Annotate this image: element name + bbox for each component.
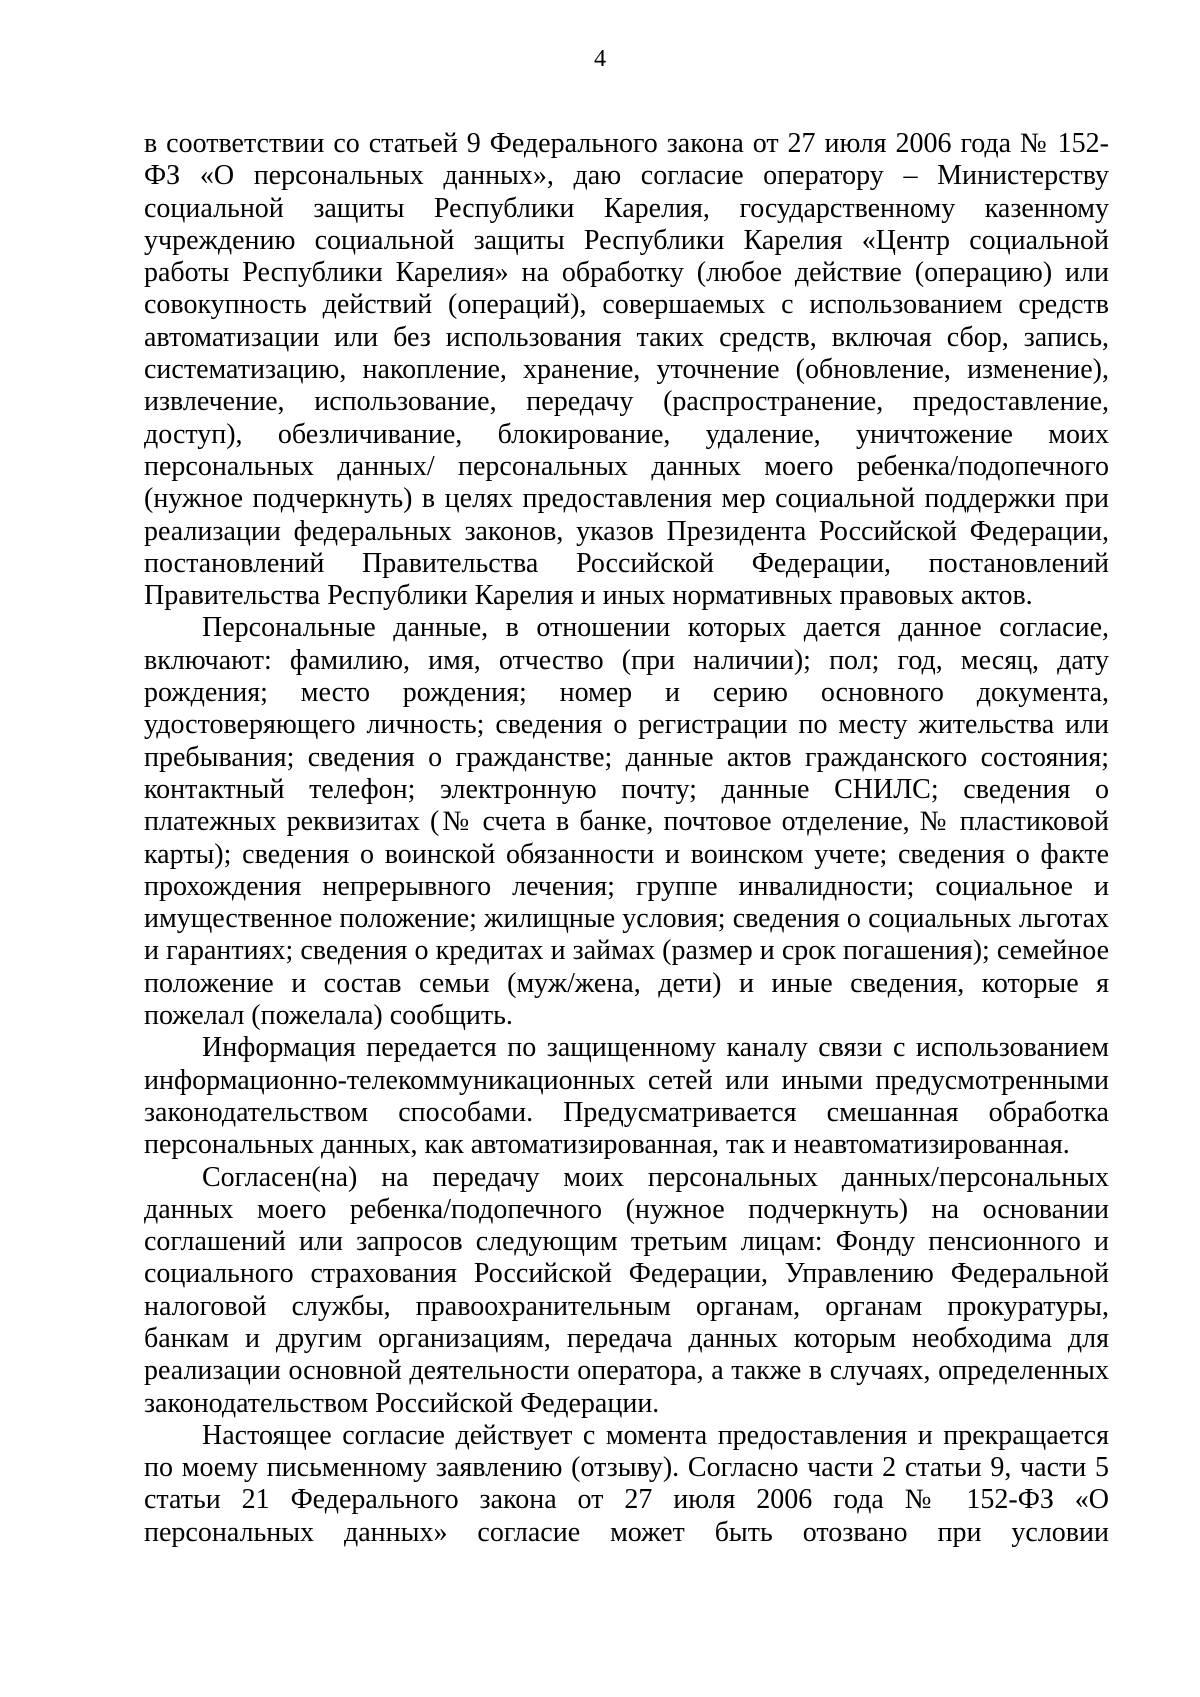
page-number: 4 [594,46,606,72]
document-body [144,128,1109,1549]
paragraph-personal-data-list: Персональные данные, в отношении которых дается данное согласие, включают: фамилию, имя, отчество (при наличии); пол; год, месяц, дату рождения; место рождения; номер и серию основного документа, удостоверяющего личность; сведения о регистрации по месту жительства или пребывания; сведения о гражданстве; данные актов гражданского состояния; контактный телефон; электронную почту; данные СНИЛС; сведения о платежных реквизитах (№ счета в банке, почтовое отделение, № пластиковой карты); сведения о воинской обязанности и воинском учете; сведения о факте прохождения непрерывного лечения; группе инвалидности; социальное и имущественное положение; жилищные условия; сведения о социальных льготах и гарантиях; сведения о кредитах и займах (размер и срок погашения); семейное положение и состав семьи (муж/жена, дети) и иные сведения, которые я пожелал (пожелала) сообщить. [144,612,1109,1032]
paragraph-transmission-channel: Информация передается по защищенному каналу связи с использованием информационно-телекоммуникационных сетей или иными предусмотренными законодательством способами. Предусматривается смешанная обработка персональных данных, как автоматизированная, так и неавтоматизированная. [144,1032,1109,1161]
paragraph-consent-validity: Настоящее согласие действует с момента предоставления и прекращается по моему письменному заявлению (отзыву). Согласно части 2 статьи 9, части 5 статьи 21 Федерального закона от 27 июля 2006 года № 152-ФЗ «О персональных данных» согласие может быть отозвано при условии [144,1419,1109,1548]
paragraph-consent-intro: в соответствии со статьей 9 Федерального закона от 27 июля 2006 года № 152-ФЗ «О персональных данных», даю согласие оператору – Министерству социальной защиты Республики Карелия, государственному казенному учреждению социальной защиты Республики Карелия «Центр социальной работы Республики Карелия» на обработку (любое действие (операцию) или совокупность действий (операций), совершаемых с использованием средств автоматизации или без использования таких средств, включая сбор, запись, систематизацию, накопление, хранение, уточнение (обновление, изменение), извлечение, использование, передачу (распространение, предоставление, доступ), обезличивание, блокирование, удаление, уничтожение моих персональных данных/ персональных данных моего ребенка/подопечного (нужное подчеркнуть) в целях предоставления мер социальной поддержки при реализации федеральных законов, указов Президента Российской Федерации, постановлений Правительства Российской Федерации, постановлений Правительства Республики Карелия и иных нормативных правовых актов. [144,128,1109,612]
paragraph-third-party-transfer: Согласен(на) на передачу моих персональных данных/персональных данных моего ребенка/подопечного (нужное подчеркнуть) на основании соглашений или запросов следующим третьим лицам: Фонду пенсионного и социального страхования Российской Федерации, Управлению Федеральной налоговой службы, правоохранительным органам, органам прокуратуры, банкам и другим организациям, передача данных которым необходима для реализации основной деятельности оператора, а также в случаях, определенных законодательством Российской Федерации. [144,1161,1109,1419]
